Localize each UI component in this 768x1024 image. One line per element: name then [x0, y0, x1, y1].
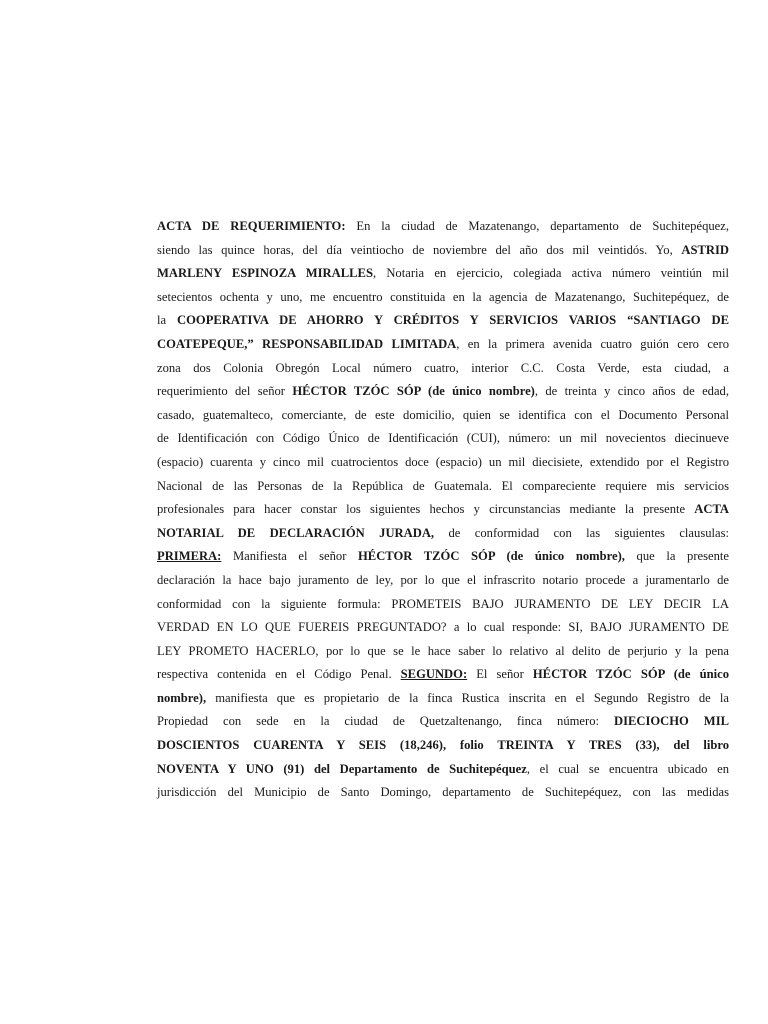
text-line	[157, 758, 729, 782]
text-line	[157, 710, 729, 734]
document-body	[157, 215, 729, 805]
text-run: respectiva contenida en el Código Penal.	[157, 667, 401, 682]
text-run: , en la primera avenida cuatro guión cero cero	[456, 336, 729, 351]
bold-text: COOPERATIVA DE AHORRO Y CRÉDITOS Y SERVICIOS VARIOS “SANTIAGO DE	[177, 313, 729, 328]
text-line	[157, 569, 729, 593]
text-line	[157, 262, 729, 286]
text-run: jurisdicción del Municipio de Santo Domingo, departamento de Suchitepéquez, con las medidas	[157, 785, 729, 800]
text-line	[157, 286, 729, 310]
text-line	[157, 451, 729, 475]
bold-text: COATEPEQUE,” RESPONSABILIDAD LIMITADA	[157, 336, 457, 351]
text-run: , el cual se encuentra ubicado en	[526, 761, 729, 776]
text-line	[157, 593, 729, 617]
text-run: Propiedad con sede en la ciudad de Quetzaltenango, finca número:	[157, 714, 614, 729]
bold-text: MARLENY ESPINOZA MIRALLES	[157, 266, 373, 281]
text-line	[157, 545, 729, 569]
bold-text: HÉCTOR TZÓC SÓP (de único nombre)	[292, 384, 535, 399]
bold-text: HÉCTOR TZÓC SÓP (de único nombre),	[358, 549, 625, 564]
text-run: En la ciudad de Mazatenango, departamento de Suchitepéquez,	[345, 219, 729, 233]
bold-text: nombre),	[157, 690, 207, 705]
bold-text: DIECIOCHO MIL	[613, 714, 729, 729]
text-line	[157, 687, 729, 711]
text-line	[157, 522, 729, 546]
text-line	[157, 380, 729, 404]
text-run: VERDAD EN LO QUE FUEREIS PREGUNTADO? a lo cual responde: SI, BAJO JURAMENTO DE	[157, 620, 729, 635]
text-line	[157, 616, 729, 640]
text-line	[157, 357, 729, 381]
text-run: manifiesta que es propietario de la finca Rustica inscrita en el Segundo Registro de la	[206, 690, 729, 705]
text-line	[157, 640, 729, 664]
text-line	[157, 427, 729, 451]
text-run: que la presente	[624, 549, 729, 564]
text-run: setecientos ochenta y uno, me encuentro constituida en la agencia de Mazatenango, Suchitepéquez, de	[157, 289, 729, 304]
text-run: conformidad con la siguiente formula: PROMETEIS BAJO JURAMENTO DE LEY DECIR LA	[157, 596, 729, 611]
text-run: (espacio) cuarenta y cinco mil cuatrocientos doce (espacio) un mil diecisiete, extendido por el Registro	[157, 454, 729, 469]
text-line	[157, 663, 729, 687]
text-run: siendo las quince horas, del día veintiocho de noviembre del año dos mil veintidós. Yo,	[157, 242, 682, 257]
text-run: , de treinta y cinco años de edad,	[534, 384, 729, 399]
text-run: profesionales para hacer constar los siguientes hechos y circunstancias mediante la presente	[157, 502, 695, 517]
text-line	[157, 734, 729, 758]
text-run: casado, guatemalteco, comerciante, de este domicilio, quien se identifica con el Documento Personal	[157, 407, 729, 422]
text-line	[157, 781, 729, 805]
text-run: Manifiesta el señor	[221, 549, 359, 564]
text-run: zona dos Colonia Obregón Local número cuatro, interior C.C. Costa Verde, esta ciudad, a	[157, 360, 729, 375]
bold-text: HÉCTOR TZÓC SÓP (de único	[532, 667, 729, 682]
text-line	[157, 239, 729, 263]
bold-text: NOVENTA Y UNO (91) del Departamento de Suchitepéquez	[157, 761, 527, 776]
bold-text: DOSCIENTOS CUARENTA Y SEIS (18,246), folio TREINTA Y TRES (33), del libro	[157, 738, 729, 753]
bold-text: ACTA	[694, 502, 729, 517]
text-run: de conformidad con las siguientes clausulas:	[434, 525, 730, 540]
section-heading: PRIMERA:	[157, 549, 222, 564]
text-line	[157, 404, 729, 428]
text-run: Nacional de las Personas de la República de Guatemala. El compareciente requiere mis servicios	[157, 478, 729, 493]
text-run: requerimiento del señor	[157, 384, 293, 399]
text-line	[157, 333, 729, 357]
text-line	[157, 498, 729, 522]
text-run: de Identificación con Código Único de Identificación (CUI), número: un mil novecientos diecinueve	[157, 431, 729, 446]
text-line	[157, 309, 729, 333]
text-run: LEY PROMETO HACERLO, por lo que se le hace saber lo relativo al delito de perjurio y la pena	[157, 643, 729, 658]
bold-text: ASTRID	[681, 242, 729, 257]
text-run: declaración la hace bajo juramento de ley, por lo que el infrascrito notario procede a juramentarlo de	[157, 572, 729, 587]
section-heading: SEGUNDO:	[400, 667, 468, 682]
text-run: , Notaria en ejercicio, colegiada activa número veintiún mil	[372, 266, 729, 281]
bold-text: ACTA DE REQUERIMIENTO:	[157, 219, 346, 233]
text-run: El señor	[467, 667, 533, 682]
text-line	[157, 215, 729, 239]
text-run: la	[157, 313, 178, 328]
text-line	[157, 475, 729, 499]
bold-text: NOTARIAL DE DECLARACIÓN JURADA,	[157, 525, 435, 540]
